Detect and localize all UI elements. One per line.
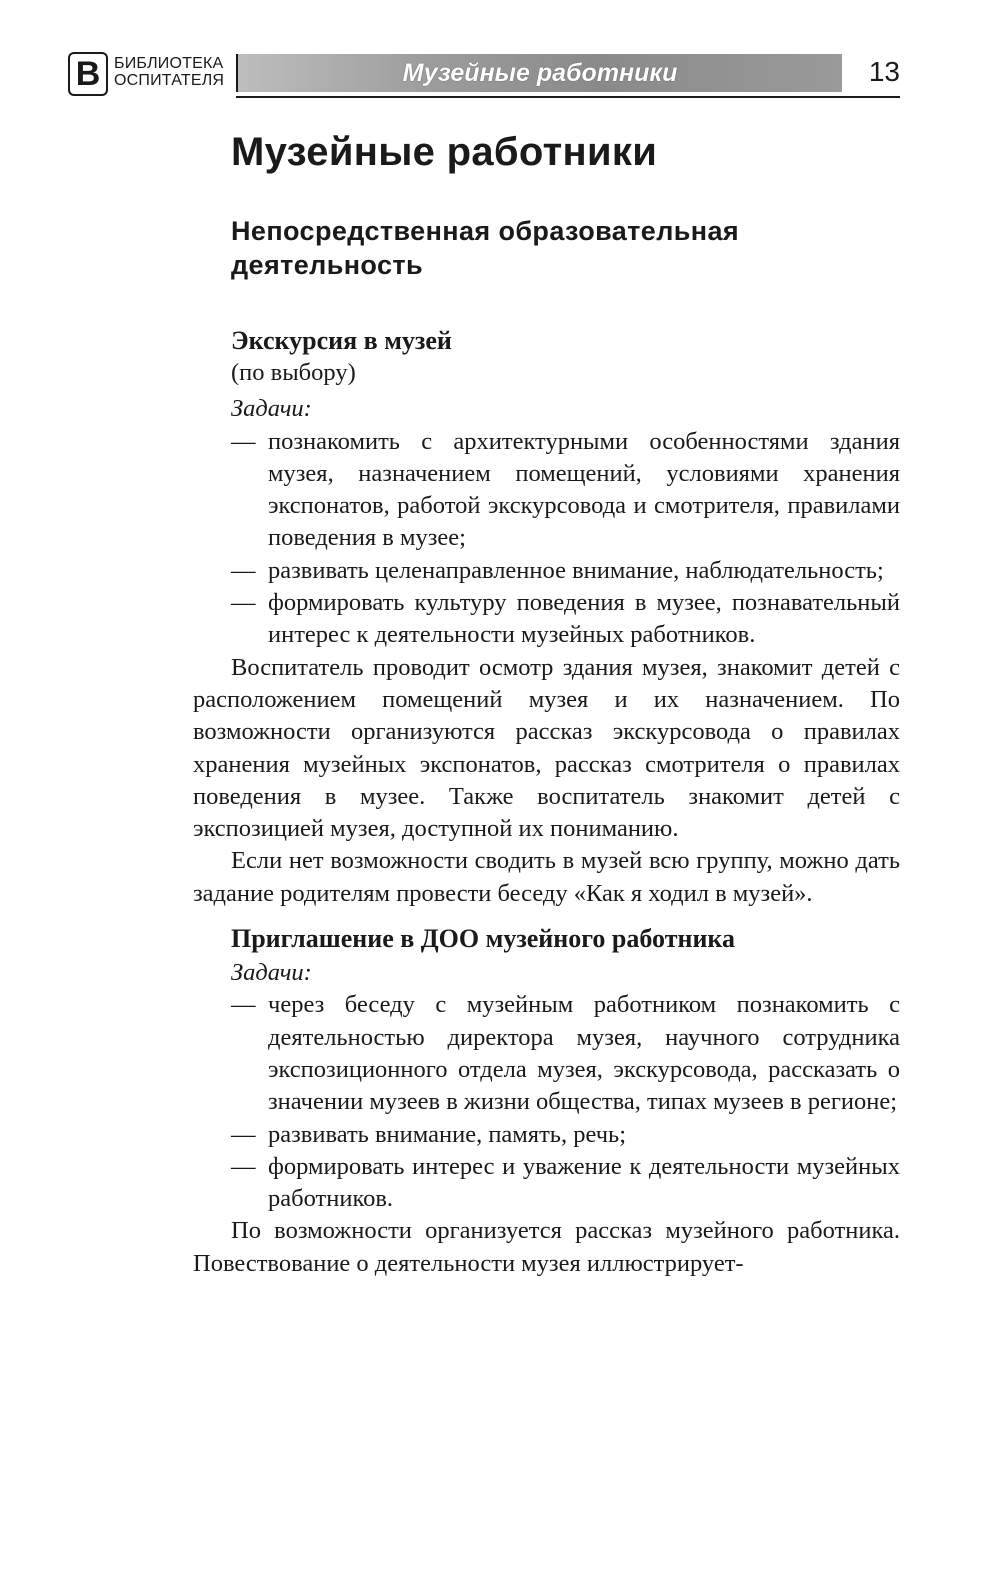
- task-item: — через беседу с музейным работником познакомить с деятельностью директора музея, научного сотрудника экспозиционного отдела музея, экскурсовода, рассказать о значении музеев в жизни общества, типах музеев в регионе;: [193, 989, 900, 1118]
- tasks-label: Задачи:: [231, 395, 312, 423]
- body-paragraph: Воспитатель проводит осмотр здания музея, знакомит детей с расположением помещений музея и их назначением. По возможности организуются рассказ экскурсовода о правилах хранения музейных экспонатов, рассказ смотрителя о правилах поведения в музее. Также воспитатель знакомит детей с экспозицией музея, доступной их пониманию.: [193, 653, 900, 843]
- task-item: — развивать целенаправленное внимание, наблюдательность;: [193, 555, 900, 587]
- header-divider: [236, 96, 900, 98]
- activity-title-invitation: Приглашение в ДОО музейного работника: [231, 924, 736, 954]
- tasks-list: [193, 426, 900, 652]
- body-paragraph: Если нет возможности сводить в музей всю группу, можно дать задание родителям провести беседу «Как я ходил в музей».: [193, 847, 900, 907]
- task-item: — познакомить с архитектурными особенностями здания музея, назначением помещений, условиями хранения экспонатов, работой экскурсовода и смотрителя, правилами поведения в музее;: [193, 426, 900, 555]
- series-name-line1: БИБЛИОТЕКА: [114, 55, 224, 72]
- series-name-line2: ОСПИТАТЕЛЯ: [114, 72, 225, 89]
- task-item: — формировать интерес и уважение к деятельности музейных работников.: [193, 1151, 900, 1216]
- task-item: — развивать внимание, память, речь;: [193, 1119, 900, 1151]
- activity-title-excursion: Экскурсия в музей: [231, 326, 452, 355]
- activity-subtitle: (по выбору): [231, 359, 356, 386]
- tasks-list: [193, 989, 900, 1215]
- running-title: Музейные работники: [402, 58, 678, 87]
- page-content: [193, 126, 900, 1280]
- running-title-bar: [236, 54, 842, 92]
- page-header: [68, 50, 900, 100]
- body-paragraph: По возможности организуется рассказ музейного работника. Повествование о деятельности музея иллюстрирует-: [193, 1217, 900, 1277]
- series-name: [114, 55, 224, 89]
- series-logo-icon: В: [68, 52, 108, 96]
- tasks-label: Задачи:: [231, 959, 312, 987]
- chapter-title: Музейные работники: [231, 130, 658, 174]
- task-item: — формировать культуру поведения в музее, познавательный интерес к деятельности музейных работников.: [193, 587, 900, 652]
- page-number: 13: [868, 56, 900, 87]
- section-title: Непосредственная образовательная деятельность: [231, 216, 740, 280]
